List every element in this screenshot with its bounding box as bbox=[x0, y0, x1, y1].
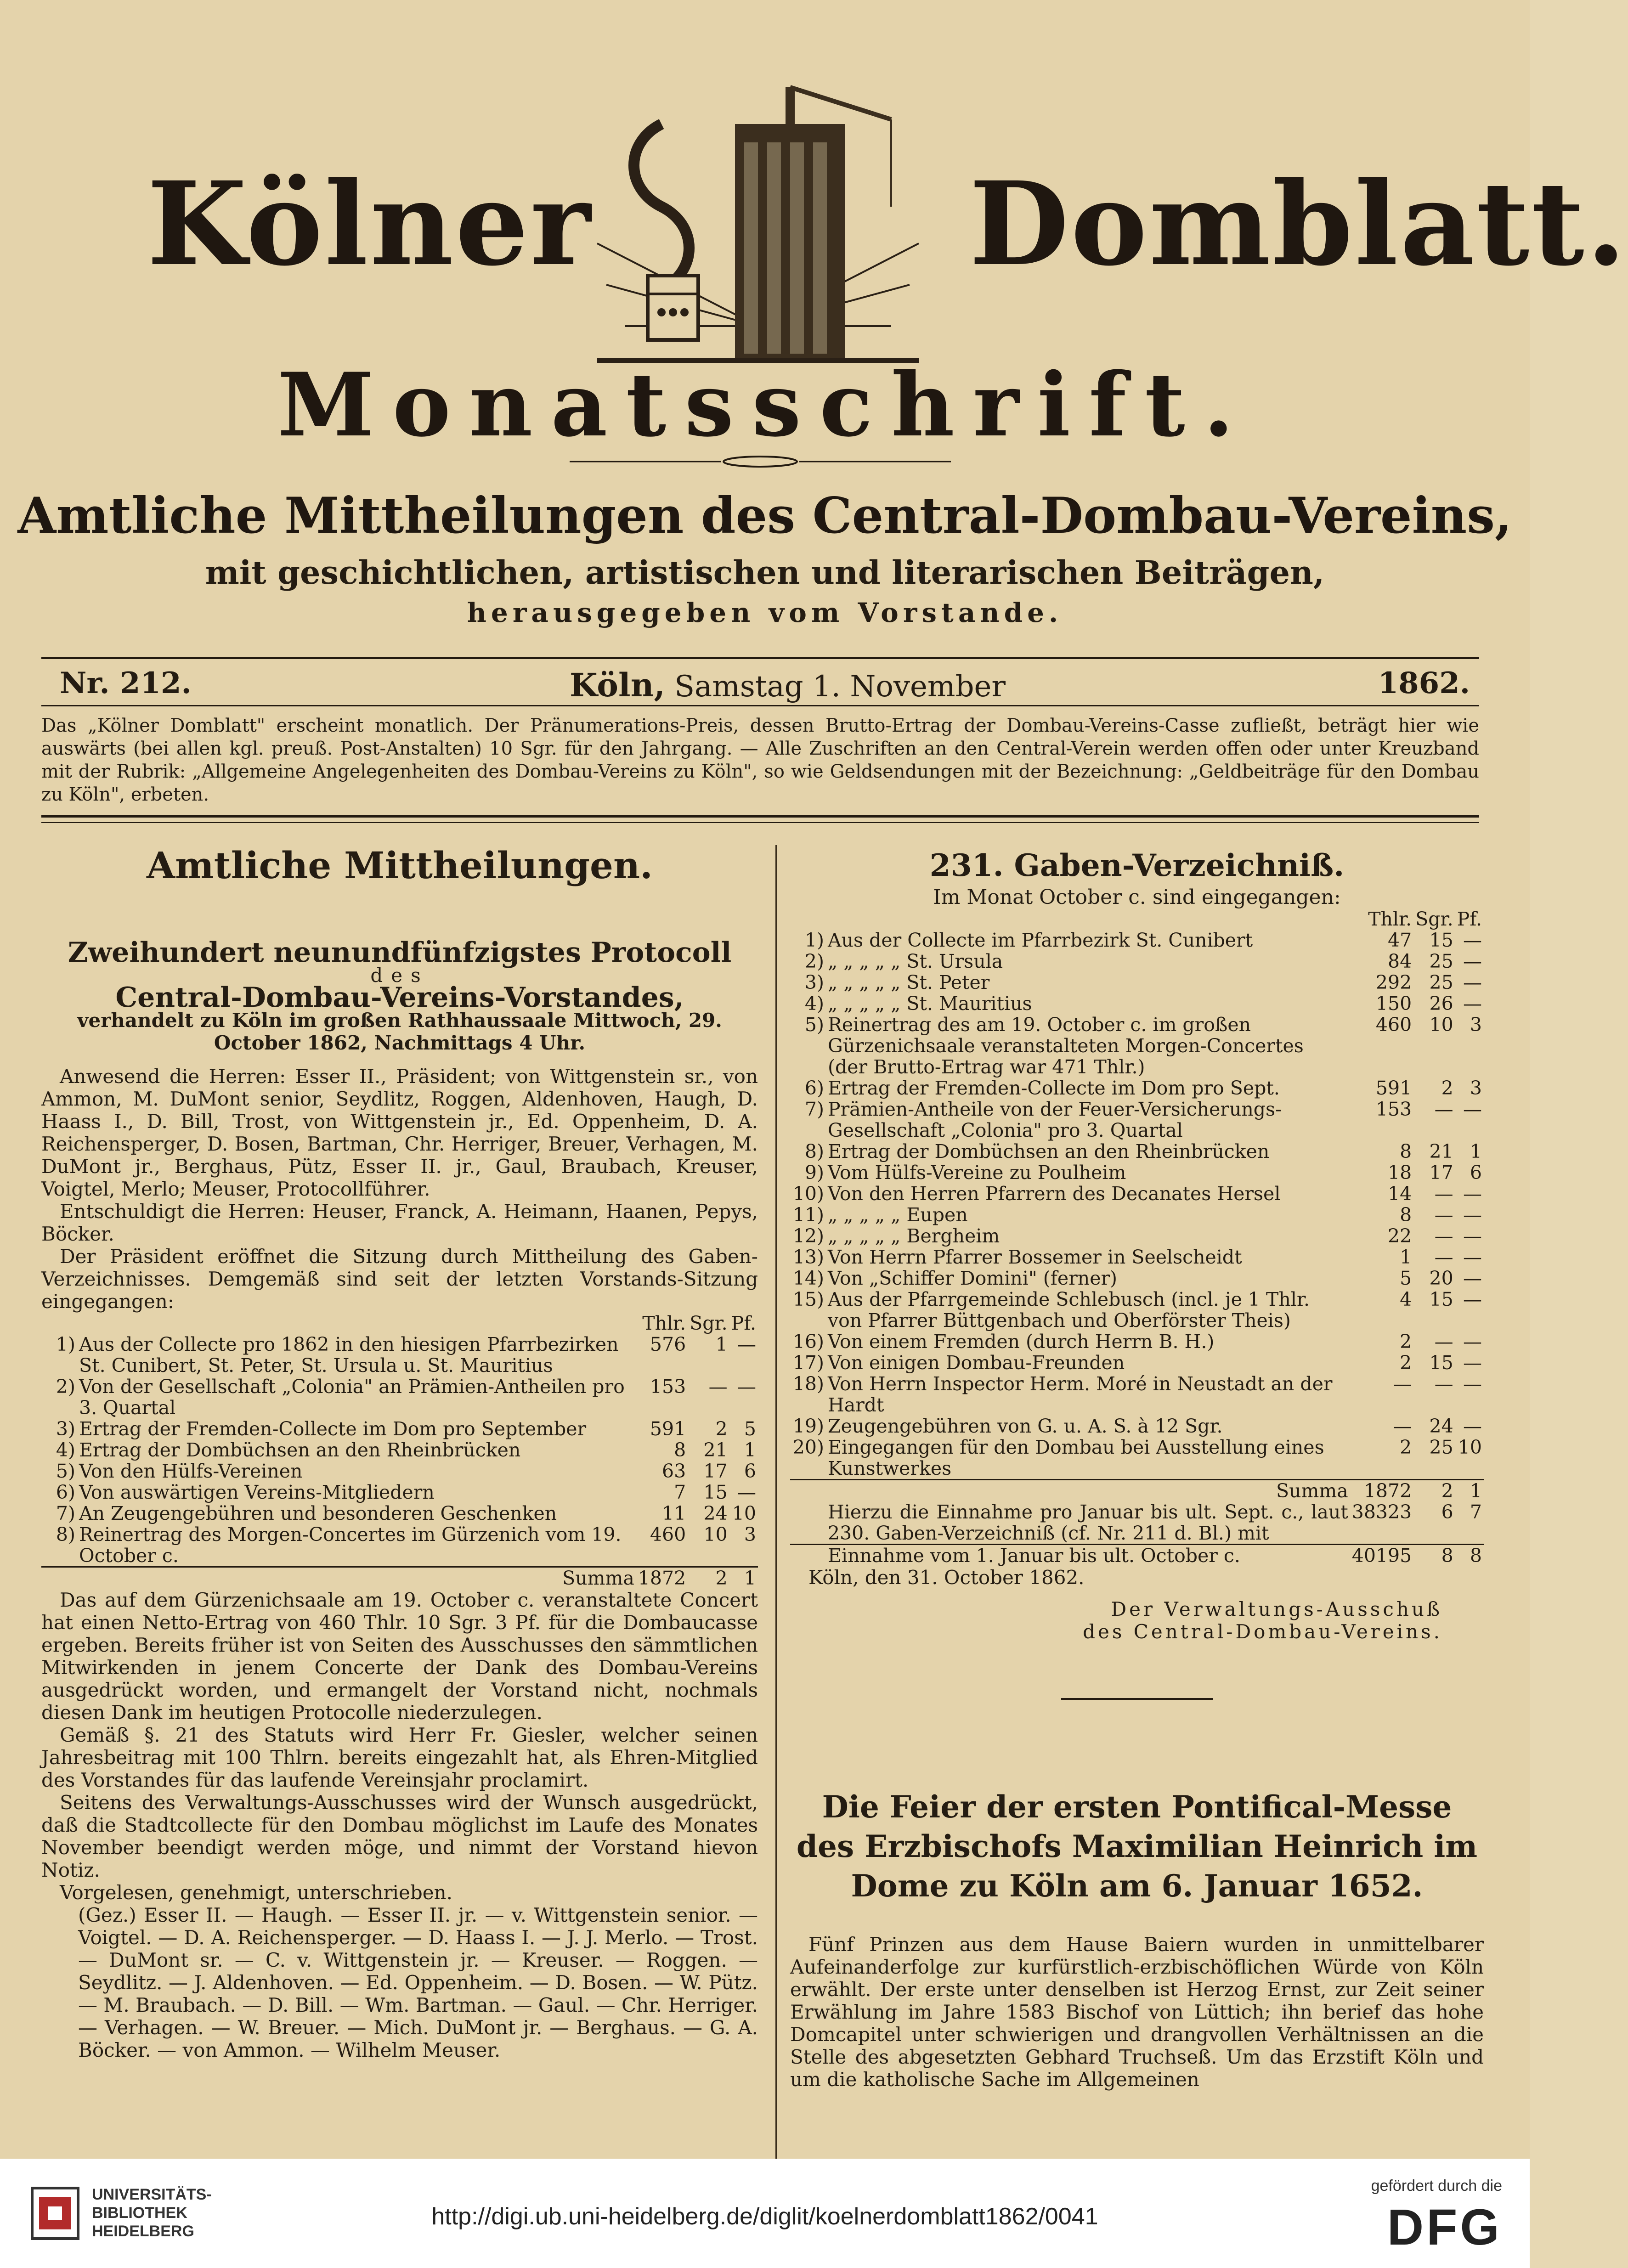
source-url-link[interactable]: http://digi.ub.uni-heidelberg.de/diglit/koelnerdomblatt1862/0041 bbox=[431, 2203, 1098, 2230]
row-text: Ertrag der Fremden-Collecte im Dom pro September bbox=[79, 1418, 587, 1440]
row-text: „ „ „ „ „ St. Peter bbox=[828, 971, 990, 993]
row-pf: 1 bbox=[744, 1439, 756, 1461]
table-sum-row bbox=[41, 1567, 758, 1589]
row-pf: — bbox=[1463, 1225, 1482, 1247]
table-row bbox=[41, 1503, 758, 1524]
row-text: Reinertrag des Morgen-Concertes im Gürzenich vom 19. October c. bbox=[79, 1523, 622, 1567]
row-text: „ „ „ „ „ St. Ursula bbox=[828, 950, 1003, 972]
table-row bbox=[790, 1014, 1484, 1078]
issue-date: Samstag 1. November bbox=[674, 670, 1006, 704]
carry-pf: 7 bbox=[1470, 1501, 1482, 1523]
funding-note: gefördert durch die bbox=[1371, 2177, 1502, 2195]
row-sgr: — bbox=[1434, 1246, 1453, 1268]
row-number: 12) bbox=[792, 1225, 824, 1247]
row-pf: — bbox=[1463, 1415, 1482, 1437]
table-header-row bbox=[41, 1313, 758, 1334]
row-sgr: 25 bbox=[1429, 971, 1453, 993]
sum-thlr: 1872 bbox=[1350, 1480, 1413, 1502]
sum-pf: 1 bbox=[729, 1567, 758, 1589]
signatures: (Gez.) Esser II. — Haugh. — Esser II. jr. — v. Wittgenstein senior. — Voigtel. — D. A. Reichensperger. — D. Haass I. — J. J. Merlo. — Trost. — DuMont sr. — C. v. Wittgenstein jr. — Kreuser. — Roggen. — Seydlitz. — J. Aldenhoven. — Ed. Oppenheim. — D. Bosen. — W. Pütz. — M. Braubach. — D. Bill. — Wm. Bartman. — Gaul. — Chr. Herriger. — Verhagen. — W. Breuer. — Mich. DuMont jr. — Berghaus. — G. A. Böcker. — von Ammon. — Wilhelm Meuser. bbox=[78, 1904, 758, 2061]
excused-list: Entschuldigt die Herren: Heuser, Franck, A. Heimann, Haanen, Pepys, Böcker. bbox=[41, 1200, 758, 1245]
row-number: 4) bbox=[56, 1439, 75, 1461]
row-sgr: 15 bbox=[1429, 1288, 1453, 1310]
col-pf: Pf. bbox=[1457, 908, 1482, 930]
row-text: An Zeugengebühren und besonderen Geschenken bbox=[79, 1502, 557, 1524]
president-intro: Der Präsident eröffnet die Sitzung durch Mittheilung des Gaben-Verzeichnisses. Demgemäß sind seit der letzten Vorstands-Sitzung eingegangen: bbox=[41, 1245, 758, 1313]
table-row bbox=[790, 1078, 1484, 1099]
issue-year: 1862. bbox=[1378, 666, 1470, 700]
row-sgr: 25 bbox=[1429, 1436, 1453, 1458]
row-number: 2) bbox=[56, 1376, 75, 1398]
row-pf: — bbox=[737, 1481, 756, 1503]
row-sgr: 24 bbox=[1429, 1415, 1453, 1437]
row-thlr: 63 bbox=[662, 1460, 686, 1482]
row-number: 16) bbox=[792, 1331, 824, 1353]
editor-line: herausgegeben vom Vorstande. bbox=[467, 597, 1063, 628]
issue-place-date bbox=[570, 666, 1006, 704]
row-thlr: 2 bbox=[1400, 1331, 1412, 1353]
signoff-line-2: des Central-Dombau-Vereins. bbox=[1083, 1620, 1442, 1643]
donation-list-title: 231. Gaben-Verzeichniß. bbox=[929, 847, 1345, 883]
digitization-footer bbox=[0, 2159, 1530, 2268]
table-row bbox=[790, 1437, 1484, 1480]
row-sgr: — bbox=[1434, 1183, 1453, 1205]
row-number: 15) bbox=[792, 1288, 824, 1310]
row-number: 1) bbox=[56, 1333, 75, 1355]
row-thlr: 18 bbox=[1388, 1162, 1412, 1184]
table-row bbox=[41, 1482, 758, 1503]
row-number: 11) bbox=[792, 1204, 824, 1226]
row-number: 7) bbox=[804, 1098, 824, 1120]
row-sgr: 20 bbox=[1429, 1267, 1453, 1289]
row-pf: 3 bbox=[1470, 1014, 1482, 1036]
table-row bbox=[790, 1416, 1484, 1437]
row-sgr: — bbox=[1434, 1331, 1453, 1353]
table-row bbox=[790, 1247, 1484, 1268]
row-number: 13) bbox=[792, 1246, 824, 1268]
row-thlr: 8 bbox=[674, 1439, 686, 1461]
carry-sgr: 6 bbox=[1441, 1501, 1453, 1523]
row-text: Von einem Fremden (durch Herrn B. H.) bbox=[828, 1331, 1215, 1353]
table-row bbox=[41, 1418, 758, 1439]
row-number: 10) bbox=[792, 1183, 824, 1205]
row-thlr: 4 bbox=[1400, 1288, 1412, 1310]
article-title: Die Feier der ersten Pontifical-Messe des Erzbischofs Maximilian Heinrich im Dome zu Köln am 6. Januar 1652. bbox=[796, 1789, 1478, 1904]
row-text: Von einigen Dombau-Freunden bbox=[828, 1352, 1125, 1374]
library-name-line-2: BIBLIOTHEK bbox=[92, 2204, 187, 2222]
row-text: Von auswärtigen Vereins-Mitgliedern bbox=[79, 1481, 435, 1503]
table-row bbox=[790, 1204, 1484, 1225]
table-sum-row bbox=[790, 1480, 1484, 1502]
donation-list-intro: Im Monat October c. sind eingegangen: bbox=[933, 886, 1341, 909]
table-row bbox=[790, 972, 1484, 993]
row-thlr: 460 bbox=[650, 1523, 686, 1546]
issue-place: Köln, bbox=[570, 666, 665, 704]
row-sgr: 21 bbox=[703, 1439, 728, 1461]
carry-row bbox=[790, 1501, 1484, 1545]
row-text: Von Herrn Inspector Herm. Moré in Neustadt an der Hardt bbox=[828, 1373, 1333, 1416]
row-thlr: 2 bbox=[1400, 1436, 1412, 1458]
row-pf: — bbox=[1463, 1098, 1482, 1120]
table-row bbox=[790, 1099, 1484, 1141]
row-pf: 10 bbox=[732, 1502, 756, 1524]
right-column bbox=[790, 847, 1484, 2091]
row-thlr: 576 bbox=[650, 1333, 686, 1355]
row-sgr: 17 bbox=[703, 1460, 728, 1482]
row-text: „ „ „ „ „ Bergheim bbox=[828, 1225, 1000, 1247]
row-text: Aus der Collecte pro 1862 in den hiesigen Pfarrbezirken St. Cunibert, St. Peter, St. Ursula u. St. Mauritius bbox=[79, 1333, 619, 1377]
total-thlr: 40195 bbox=[1350, 1545, 1413, 1567]
section-rule-bottom bbox=[41, 822, 1479, 823]
row-number: 4) bbox=[804, 993, 824, 1015]
row-text: Reinertrag des am 19. October c. im großen Gürzenichsaale veranstalteten Morgen-Concertes (der Brutto-Ertrag war 471 Thlr.) bbox=[828, 1014, 1304, 1078]
row-number: 1) bbox=[804, 929, 824, 951]
row-pf: 10 bbox=[1458, 1436, 1482, 1458]
row-sgr: 10 bbox=[703, 1523, 728, 1546]
collection-paragraph: Seitens des Verwaltungs-Ausschusses wird der Wunsch ausgedrückt, daß die Stadtcollecte für den Dombau möglichst im Laufe des Monates November beendigt werden möge, und nimmt der Vorstand hievon Notiz. bbox=[41, 1791, 758, 1881]
row-text: Von „Schiffer Domini" (ferner) bbox=[828, 1267, 1118, 1289]
table-row bbox=[790, 1183, 1484, 1204]
table-row bbox=[41, 1524, 758, 1567]
sum-label: Summa bbox=[77, 1567, 636, 1589]
row-sgr: — bbox=[708, 1376, 728, 1398]
row-thlr: 7 bbox=[674, 1481, 686, 1503]
row-pf: — bbox=[1463, 950, 1482, 972]
row-number: 3) bbox=[56, 1418, 75, 1440]
row-pf: — bbox=[737, 1333, 756, 1355]
table-header-row bbox=[790, 908, 1484, 930]
row-number: 6) bbox=[56, 1481, 75, 1503]
table-row bbox=[41, 1439, 758, 1461]
issue-line bbox=[60, 666, 1470, 707]
row-sgr: 15 bbox=[1429, 1352, 1453, 1374]
table-row bbox=[41, 1334, 758, 1376]
row-thlr: 5 bbox=[1400, 1267, 1412, 1289]
article-divider bbox=[1061, 1698, 1213, 1700]
row-thlr: 84 bbox=[1388, 950, 1412, 972]
row-text: Vom Hülfs-Vereine zu Poulheim bbox=[828, 1162, 1126, 1184]
protocol-subtitle: Central-Dombau-Vereins-Vorstandes, bbox=[115, 982, 684, 1014]
row-thlr: 22 bbox=[1388, 1225, 1412, 1247]
row-thlr: 14 bbox=[1388, 1183, 1412, 1205]
row-sgr: 15 bbox=[703, 1481, 728, 1503]
row-text: Aus der Pfarrgemeinde Schlebusch (incl. je 1 Thlr. von Pfarrer Büttgenbach und Oberförster Theis) bbox=[828, 1288, 1310, 1331]
carry-text: Hierzu die Einnahme pro Januar bis ult. Sept. c., laut 230. Gaben-Verzeichniß (cf. Nr. 211 d. Bl.) mit bbox=[828, 1501, 1348, 1544]
protocol-des: des bbox=[370, 964, 429, 987]
subscription-notice: Das „Kölner Domblatt" erscheint monatlich. Der Pränumerations-Preis, dessen Brutto-Ertrag der Dombau-Vereins-Casse zufließt, beträgt hier wie auswärts (bei allen kgl. preuß. Post-Anstalten) 10 Sgr. für den Jahrgang. — Alle Zuschriften an den Central-Verein werden offen oder unter Kreuzband mit der Rubrik: „Allgemeine Angelegenheiten des Dombau-Vereins zu Köln", so wie Geldsendungen mit der Bezeichnung: „Geldbeiträge für den Dombau zu Köln", erbeten. bbox=[41, 715, 1479, 805]
table-row bbox=[790, 930, 1484, 951]
masthead-word-right: Domblatt. bbox=[969, 156, 1628, 291]
row-pf: — bbox=[1463, 993, 1482, 1015]
row-thlr: 292 bbox=[1375, 971, 1412, 993]
official-title: Amtliche Mittheilungen des Central-Dombau-Vereins, bbox=[17, 487, 1512, 545]
row-number: 7) bbox=[56, 1502, 75, 1524]
row-sgr: 2 bbox=[1441, 1077, 1453, 1099]
row-pf: 3 bbox=[1470, 1077, 1482, 1099]
carry-thlr: 38323 bbox=[1351, 1501, 1412, 1523]
row-number: 2) bbox=[804, 950, 824, 972]
row-text: Von den Herren Pfarrern des Decanates Hersel bbox=[828, 1183, 1281, 1205]
table-row bbox=[790, 951, 1484, 972]
row-number: 3) bbox=[804, 971, 824, 993]
row-thlr: 460 bbox=[1375, 1014, 1412, 1036]
row-number: 20) bbox=[792, 1436, 824, 1458]
table-row bbox=[41, 1376, 758, 1418]
sum-sgr: 2 bbox=[688, 1567, 729, 1589]
row-pf: — bbox=[1463, 1352, 1482, 1374]
row-sgr: — bbox=[1434, 1225, 1453, 1247]
row-thlr: 153 bbox=[650, 1376, 686, 1398]
row-thlr: 2 bbox=[1400, 1352, 1412, 1374]
row-pf: — bbox=[737, 1376, 756, 1398]
approval-line: Vorgelesen, genehmigt, unterschrieben. bbox=[60, 1881, 452, 1904]
row-sgr: 17 bbox=[1429, 1162, 1453, 1184]
row-number: 18) bbox=[792, 1373, 824, 1395]
issue-number: Nr. 212. bbox=[60, 666, 192, 700]
row-thlr: — bbox=[1393, 1373, 1412, 1395]
row-text: Zeugengebühren von G. u. A. S. à 12 Sgr. bbox=[828, 1415, 1223, 1437]
section-title: Amtliche Mittheilungen. bbox=[147, 844, 653, 887]
row-thlr: 8 bbox=[1400, 1140, 1412, 1162]
protocol-title: Zweihundert neunundfünfzigstes Protocoll bbox=[68, 937, 732, 969]
row-text: Prämien-Antheile von der Feuer-Versicherungs-Gesellschaft „Colonia" pro 3. Quartal bbox=[828, 1098, 1282, 1141]
col-pf: Pf. bbox=[731, 1312, 756, 1334]
protocol-date: verhandelt zu Köln im großen Rathhaussaale Mittwoch, 29. October 1862, Nachmittags 4 Uhr. bbox=[77, 1009, 722, 1054]
total-sgr: 8 bbox=[1413, 1545, 1455, 1567]
row-pf: — bbox=[1463, 1331, 1482, 1353]
row-thlr: 8 bbox=[1400, 1204, 1412, 1226]
row-pf: — bbox=[1463, 1267, 1482, 1289]
row-number: 19) bbox=[792, 1415, 824, 1437]
row-text: Aus der Collecte im Pfarrbezirk St. Cunibert bbox=[828, 929, 1253, 951]
row-sgr: — bbox=[1434, 1098, 1453, 1120]
table-row bbox=[790, 1352, 1484, 1373]
row-text: „ „ „ „ „ St. Mauritius bbox=[828, 993, 1032, 1015]
row-thlr: 591 bbox=[650, 1418, 686, 1440]
sum-sgr: 2 bbox=[1413, 1480, 1455, 1502]
row-number: 8) bbox=[56, 1523, 75, 1546]
top-rule bbox=[41, 657, 1479, 659]
row-pf: — bbox=[1463, 1373, 1482, 1395]
library-name-line-1: UNIVERSITÄTS- bbox=[92, 2186, 212, 2203]
table-row bbox=[790, 1141, 1484, 1162]
place-date: Köln, den 31. October 1862. bbox=[808, 1566, 1085, 1589]
section-rule-top bbox=[41, 815, 1479, 818]
row-sgr: 25 bbox=[1429, 950, 1453, 972]
row-pf: — bbox=[1463, 1288, 1482, 1310]
row-text: Ertrag der Fremden-Collecte im Dom pro Sept. bbox=[828, 1077, 1280, 1099]
row-pf: 5 bbox=[744, 1418, 756, 1440]
table-row bbox=[790, 993, 1484, 1014]
row-thlr: 150 bbox=[1375, 993, 1412, 1015]
col-sgr: Sgr. bbox=[690, 1312, 728, 1334]
row-number: 8) bbox=[804, 1140, 824, 1162]
table-row bbox=[41, 1461, 758, 1482]
row-number: 9) bbox=[804, 1162, 824, 1184]
row-pf: — bbox=[1463, 1183, 1482, 1205]
column-divider bbox=[775, 845, 777, 2159]
concert-paragraph: Das auf dem Gürzenichsaale am 19. October c. veranstaltete Concert hat einen Netto-Ertrag von 460 Thlr. 10 Sgr. 3 Pf. für die Dombaucasse ergeben. Bereits früher ist von Seiten des Ausschusses den sämmtlichen Mitwirkenden in jenem Concerte der Dank des Dombau-Vereins ausgedrückt worden, und ermangelt der Vorstand nicht, nochmals diesen Dank im heutigen Protocolle niederzulegen. bbox=[41, 1589, 758, 1724]
row-sgr: 2 bbox=[715, 1418, 728, 1440]
article-text: Fünf Prinzen aus dem Hause Baiern wurden in unmittelbarer Aufeinanderfolge zur kurfürstlich-erzbischöflichen Würde von Köln erwählt. Der erste unter denselben ist Herzog Ernst, zur Zeit seiner Erwählung im Jahre 1583 Bischof von Lüttich; ihn berief das hohe Domcapitel unter schwierigen und drangvollen Verhältnissen an die Stelle des abgesetzten Gebhard Truchseß. Um das Erzstift Köln und um die katholische Sache im Allgemeinen bbox=[790, 1933, 1484, 2091]
table-row bbox=[790, 1373, 1484, 1416]
issue-rule bbox=[41, 705, 1479, 706]
row-sgr: — bbox=[1434, 1204, 1453, 1226]
row-sgr: 26 bbox=[1429, 993, 1453, 1015]
row-text: „ „ „ „ „ Eupen bbox=[828, 1204, 968, 1226]
row-sgr: 10 bbox=[1429, 1014, 1453, 1036]
row-text: Ertrag der Dombüchsen an den Rheinbrücken bbox=[79, 1439, 521, 1461]
row-pf: 6 bbox=[744, 1460, 756, 1482]
row-sgr: 15 bbox=[1429, 929, 1453, 951]
row-text: Von den Hülfs-Vereinen bbox=[79, 1460, 303, 1482]
row-thlr: 1 bbox=[1400, 1246, 1412, 1268]
table-row bbox=[790, 1268, 1484, 1289]
table-row bbox=[790, 1331, 1484, 1352]
row-text: Ertrag der Dombüchsen an den Rheinbrücken bbox=[828, 1140, 1270, 1162]
row-pf: 6 bbox=[1470, 1162, 1482, 1184]
row-sgr: 1 bbox=[715, 1333, 728, 1355]
sum-thlr: 1872 bbox=[636, 1567, 688, 1589]
sum-label: Summa bbox=[826, 1480, 1350, 1502]
total-pf: 8 bbox=[1455, 1545, 1484, 1567]
row-pf: — bbox=[1463, 1246, 1482, 1268]
present-list: Anwesend die Herren: Esser II., Präsident; von Wittgenstein sr., von Ammon, M. DuMont senior, Seydlitz, Roggen, Aldenhoven, Haugh, D. Haass I., D. Bill, Trost, von Wittgenstein jr., Ed. Oppenheim, D. A. Reichensperger, D. Bosen, Bartman, Chr. Herriger, Breuer, Verhagen, M. DuMont jr., Berghaus, Pütz, Esser II. jr., Gaul, Braubach, Kreuser, Voigtel, Merlo; Meuser, Protocollführer. bbox=[41, 1065, 758, 1200]
row-text: Eingegangen für den Dombau bei Ausstellung eines Kunstwerkes bbox=[828, 1436, 1324, 1479]
total-text: Einnahme vom 1. Januar bis ult. October c. bbox=[826, 1545, 1350, 1567]
row-sgr: — bbox=[1434, 1373, 1453, 1395]
right-donation-table bbox=[790, 908, 1484, 1566]
honorary-paragraph: Gemäß §. 21 des Statuts wird Herr Fr. Giesler, welcher seinen Jahresbeitrag mit 100 Thlrn. bereits eingezahlt hat, als Ehren-Mitglied des Vorstandes für das laufende Vereinsjahr proclamirt. bbox=[41, 1724, 758, 1791]
signoff-line-1: Der Verwaltungs-Ausschuß bbox=[1111, 1598, 1442, 1620]
row-thlr: — bbox=[1393, 1415, 1412, 1437]
masthead bbox=[0, 69, 1628, 390]
subtitle-line: mit geschichtlichen, artistischen und literarischen Beiträgen, bbox=[205, 553, 1325, 592]
row-text: Von der Gesellschaft „Colonia" an Prämien-Antheilen pro 3. Quartal bbox=[79, 1376, 625, 1419]
row-pf: — bbox=[1463, 971, 1482, 993]
row-thlr: 47 bbox=[1388, 929, 1412, 951]
row-thlr: 11 bbox=[662, 1502, 686, 1524]
row-thlr: 153 bbox=[1375, 1098, 1412, 1120]
ornament-divider-icon bbox=[570, 455, 951, 468]
table-row bbox=[790, 1225, 1484, 1247]
sum-pf: 1 bbox=[1455, 1480, 1484, 1502]
row-sgr: 24 bbox=[703, 1502, 728, 1524]
table-row bbox=[790, 1289, 1484, 1331]
row-number: 17) bbox=[792, 1352, 824, 1374]
row-number: 6) bbox=[804, 1077, 824, 1099]
row-pf: — bbox=[1463, 1204, 1482, 1226]
row-text: Von Herrn Pfarrer Bossemer in Seelscheidt bbox=[828, 1246, 1242, 1268]
cathedral-emblem-icon bbox=[570, 69, 946, 390]
table-row bbox=[790, 1162, 1484, 1183]
total-row bbox=[790, 1545, 1484, 1567]
row-sgr: 21 bbox=[1429, 1140, 1453, 1162]
masthead-subtitle: Monatsschrift. bbox=[277, 354, 1252, 456]
masthead-word-left: Kölner bbox=[147, 156, 593, 291]
left-donation-table bbox=[41, 1313, 758, 1589]
row-number: 5) bbox=[804, 1014, 824, 1036]
library-name-line-3: HEIDELBERG bbox=[92, 2223, 194, 2240]
row-number: 14) bbox=[792, 1267, 824, 1289]
left-column bbox=[41, 844, 758, 2061]
row-thlr: 591 bbox=[1375, 1077, 1412, 1099]
row-number: 5) bbox=[56, 1460, 75, 1482]
dfg-logo: DFG bbox=[1387, 2199, 1502, 2256]
row-pf: 3 bbox=[744, 1523, 756, 1546]
col-sgr: Sgr. bbox=[1415, 908, 1453, 930]
row-pf: — bbox=[1463, 929, 1482, 951]
col-thlr: Thlr. bbox=[642, 1312, 686, 1334]
row-pf: 1 bbox=[1470, 1140, 1482, 1162]
col-thlr: Thlr. bbox=[1368, 908, 1412, 930]
